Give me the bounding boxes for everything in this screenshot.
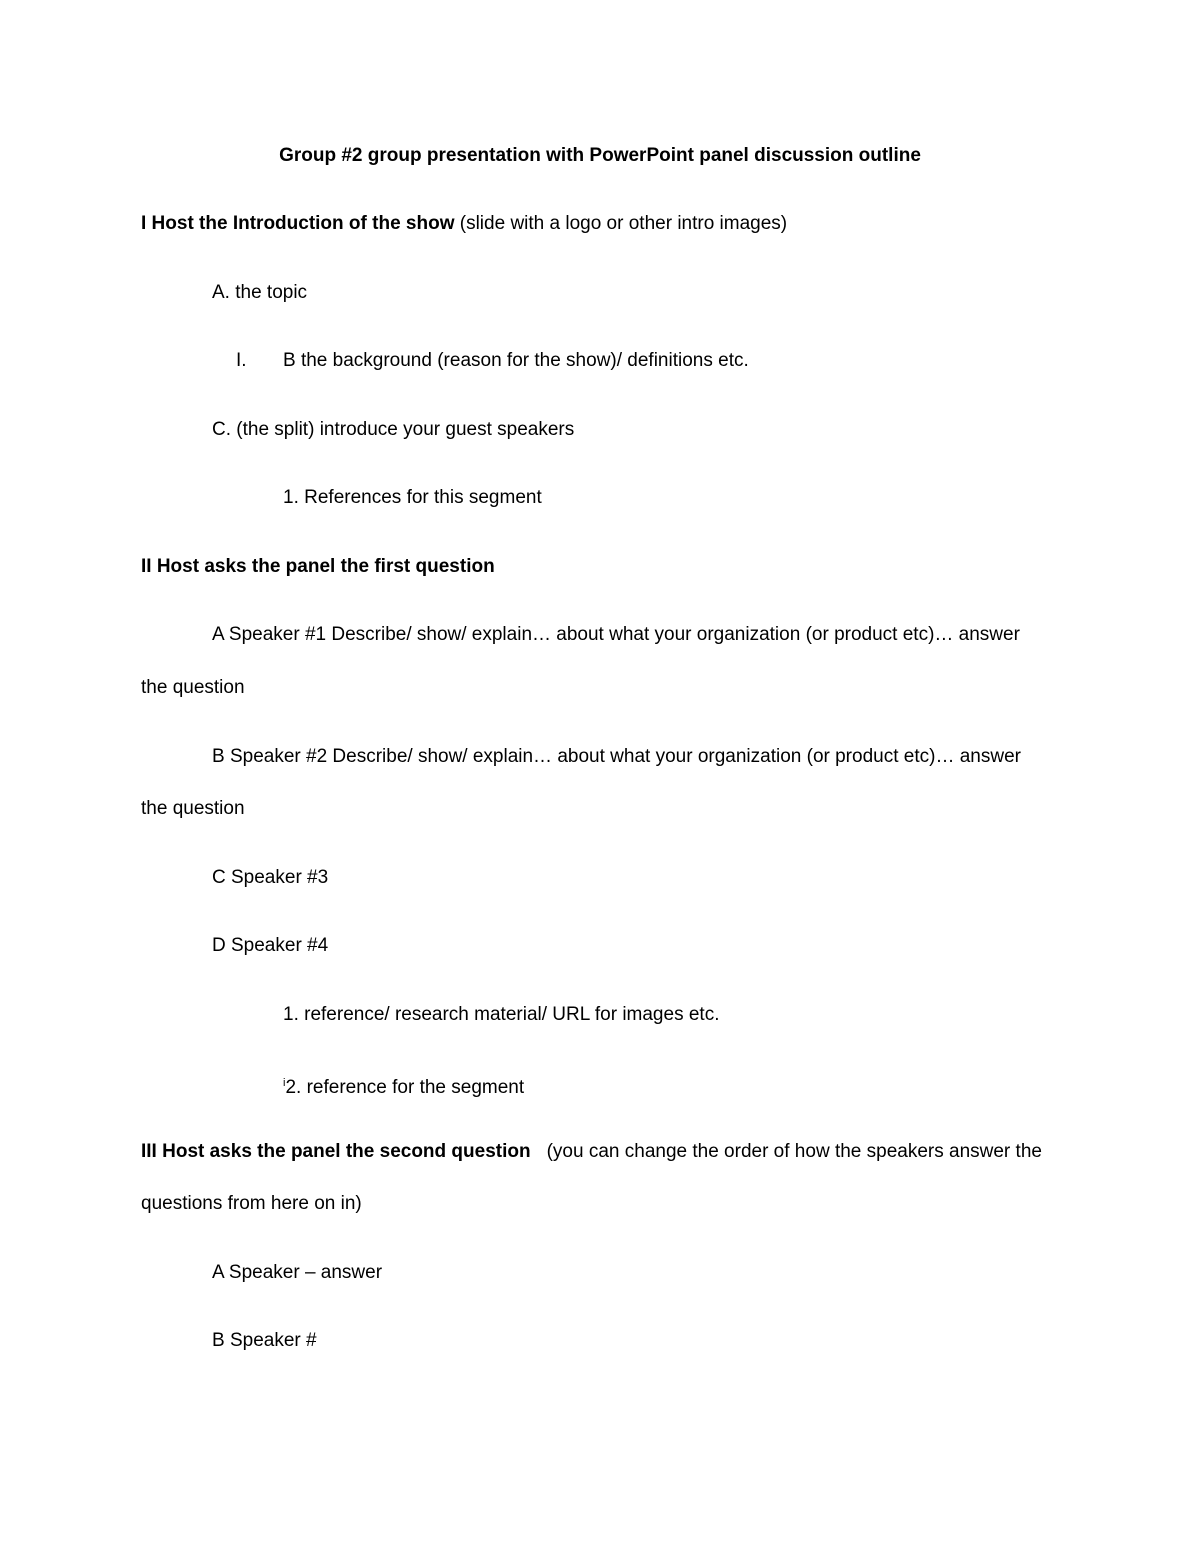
section-2-item-a-line1: A Speaker #1 Describe/ show/ explain… about what your organization (or product etc)… answer (212, 624, 1020, 645)
section-1-heading-bold: I Host the Introduction of the show (141, 213, 455, 234)
section-1-heading (141, 212, 787, 236)
section-1-item-c: C. (the split) introduce your guest speakers (212, 419, 575, 440)
section-2-item-c: C Speaker #3 (212, 867, 329, 888)
section-2-item-d1: 1. reference/ research material/ URL for images etc. (283, 1004, 720, 1025)
section-1-item-c1: 1. References for this segment (283, 487, 542, 508)
section-2-item-a-line2: the question (141, 677, 245, 698)
section-1-item-b-marker: I. (236, 350, 247, 371)
section-3-heading-line2: questions from here on in) (141, 1193, 362, 1214)
section-2-heading: II Host asks the panel the first question (141, 556, 495, 577)
section-3-heading-rest: (you can change the order of how the speakers answer the (546, 1141, 1042, 1162)
section-3-heading (141, 1140, 1042, 1164)
section-2-item-d: D Speaker #4 (212, 935, 329, 956)
section-3-heading-bold: III Host asks the panel the second question (141, 1141, 531, 1162)
document-title: Group #2 group presentation with PowerPoint panel discussion outline (279, 145, 921, 166)
section-2-item-b-line2: the question (141, 798, 245, 819)
section-3-item-a: A Speaker – answer (212, 1262, 383, 1283)
section-2-item-d2 (283, 1071, 524, 1100)
section-1-item-b: B the background (reason for the show)/ definitions etc. (283, 350, 749, 371)
section-2-item-b-line1: B Speaker #2 Describe/ show/ explain… about what your organization (or product etc)… answer (212, 746, 1021, 767)
section-3-item-b: B Speaker # (212, 1330, 317, 1351)
comment-mark: i (283, 1077, 286, 1089)
section-2-item-d2-text: 2. reference for the segment (285, 1077, 525, 1098)
section-1-item-a: A. the topic (212, 282, 308, 303)
section-1-heading-rest: (slide with a logo or other intro images) (454, 213, 788, 234)
